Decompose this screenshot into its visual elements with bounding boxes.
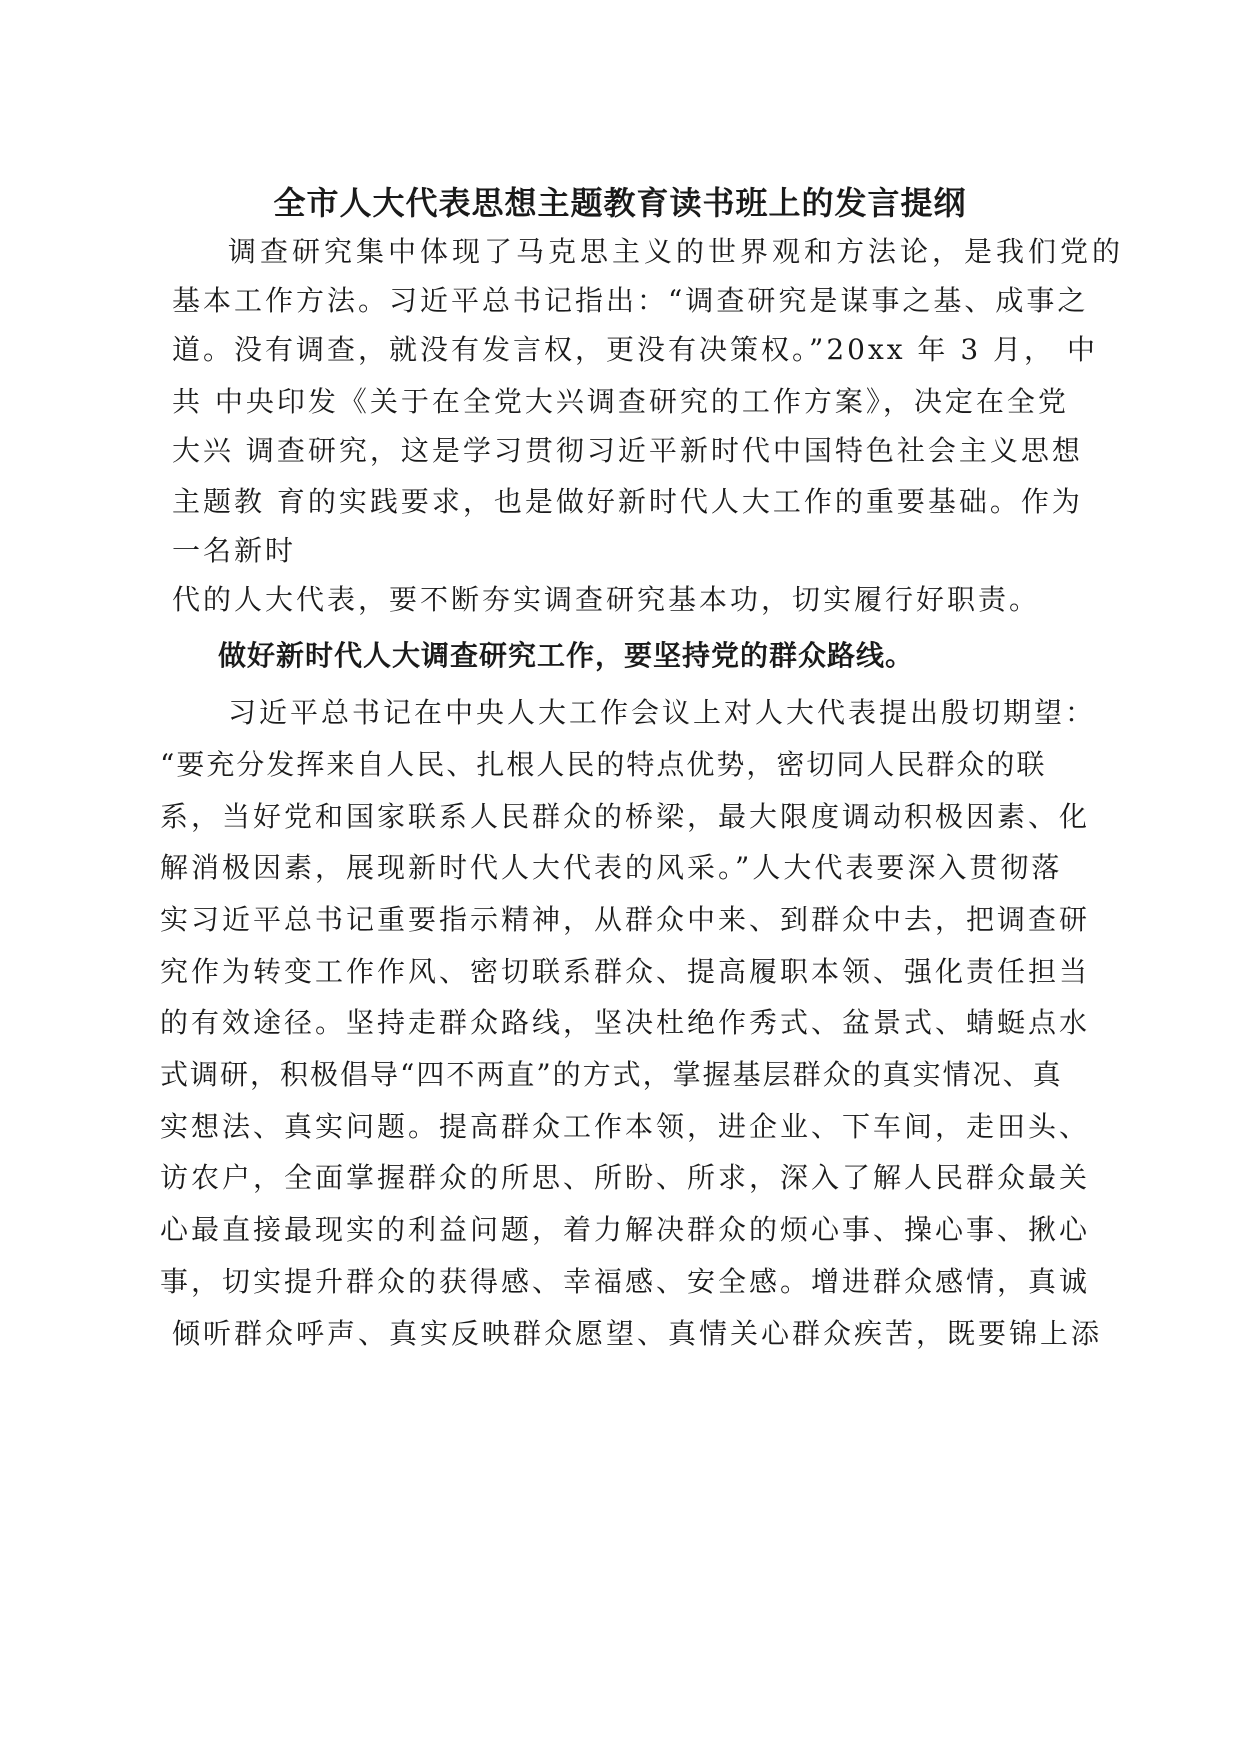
paragraph-2-line-6: 究作为转变工作作风、密切联系群众、提高履职本领、强化责任担当 (160, 955, 1091, 988)
paragraph-1-line-4: 共 中央印发《关于在全党大兴调查研究的工作方案》，决定在全党 (172, 385, 1069, 418)
paragraph-1-line-6: 主题教 育的实践要求，也是做好新时代人大工作的重要基础。作为 (172, 485, 1083, 518)
paragraph-2-line-7: 的有效途径。坚持走群众路线，坚决杜绝作秀式、盆景式、蜻蜓点水 (160, 1006, 1091, 1039)
paragraph-2-line-3: 系，当好党和国家联系人民群众的桥梁，最大限度调动积极因素、化 (160, 800, 1091, 833)
paragraph-1-line-2: 基本工作方法。习近平总书记指出：“调查研究是谋事之基、成事之 (172, 284, 1089, 317)
paragraph-1-line-3: 道。没有调查，就没有发言权，更没有决策权。”20xx 年 3 月， 中 (172, 333, 1098, 366)
paragraph-2-line-9: 实想法、真实问题。提高群众工作本领，进企业、下车间，走田头、 (160, 1110, 1091, 1143)
paragraph-2-line-13: 倾听群众呼声、真实反映群众愿望、真情关心群众疾苦，既要锦上添 (172, 1317, 1103, 1350)
paragraph-2-line-5: 实习近平总书记重要指示精神，从群众中来、到群众中去，把调查研 (160, 903, 1091, 936)
paragraph-2-line-8: 式调研，积极倡导“四不两直”的方式，掌握基层群众的真实情况、真 (160, 1058, 1063, 1091)
section-heading: 做好新时代人大调查研究工作，要坚持党的群众路线。 (218, 639, 915, 672)
paragraph-1-line-7: 一名新时 (172, 534, 297, 567)
paragraph-2-line-12: 事，切实提升群众的获得感、幸福感、安全感。增进群众感情，真诚 (160, 1265, 1091, 1298)
paragraph-1-line-1: 调查研究集中体现了马克思主义的世界观和方法论，是我们党的 (228, 235, 1125, 268)
paragraph-2-line-10: 访农户，全面掌握群众的所思、所盼、所求，深入了解人民群众最关 (160, 1161, 1091, 1194)
document-title: 全市人大代表思想主题教育读书班上的发言提纲 (273, 184, 967, 222)
paragraph-2-line-2: “要充分发挥来自人民、扎根人民的特点优势，密切同人民群众的联 (160, 748, 1047, 781)
paragraph-2-line-11: 心最直接最现实的利益问题，着力解决群众的烦心事、操心事、揪心 (160, 1213, 1091, 1246)
paragraph-2-line-1: 习近平总书记在中央人大工作会议上对人大代表提出殷切期望： (228, 696, 1097, 729)
paragraph-1-line-8: 代的人大代表，要不断夯实调查研究基本功，切实履行好职责。 (172, 583, 1041, 616)
paragraph-1-line-5: 大兴 调查研究，这是学习贯彻习近平新时代中国特色社会主义思想 (172, 434, 1083, 467)
paragraph-2-line-4: 解消极因素，展现新时代人大代表的风采。”人大代表要深入贯彻落 (160, 851, 1063, 884)
